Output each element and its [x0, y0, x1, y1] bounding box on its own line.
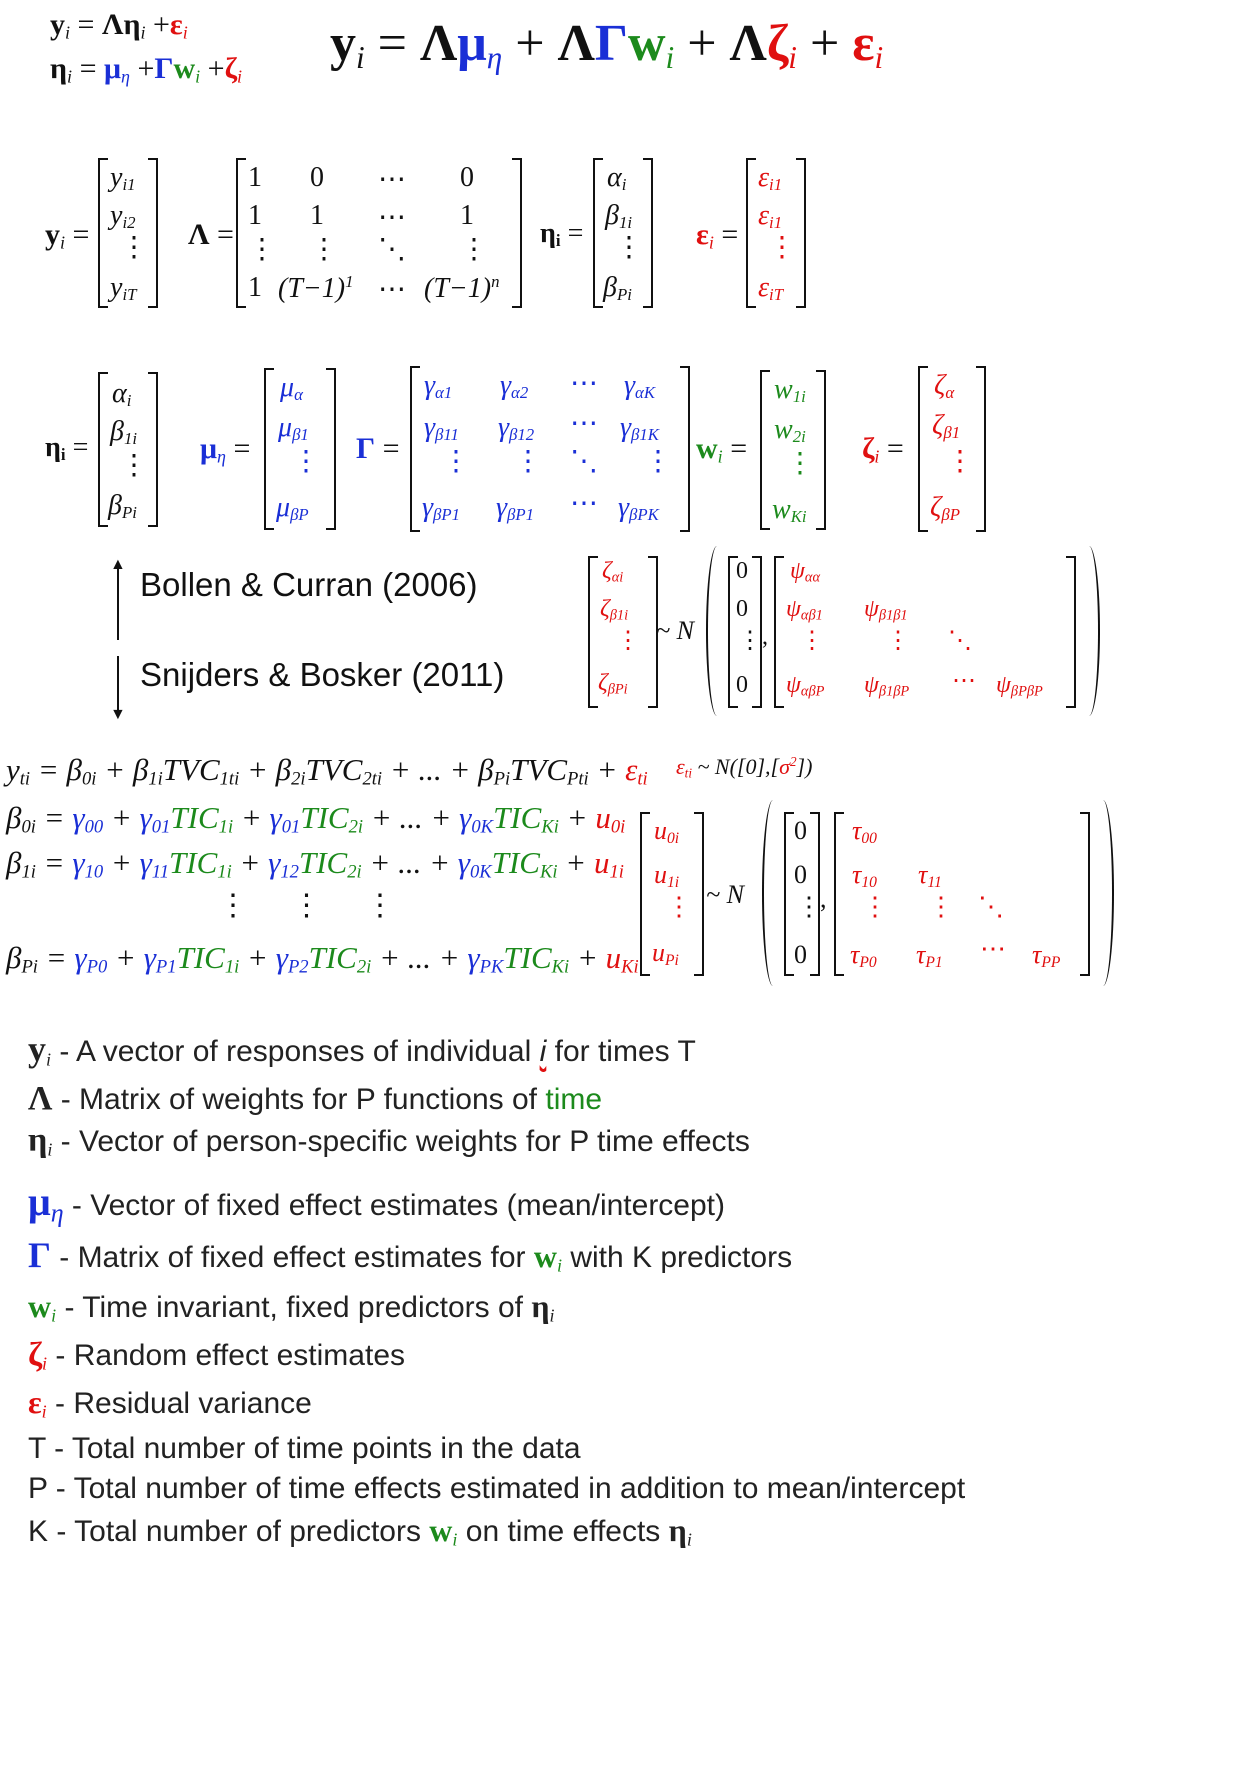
citation-bollen: Bollen & Curran (2006) — [140, 566, 478, 603]
matrix-gamma: $\gamma_{\alpha 1}$ $\gamma_{\alpha 2}$ ⋯ $\gamma_{\alpha K}$ $\gamma_{\beta 11}$ $\gamma_{\beta 12}$ ⋯ $\gamma_{\beta 1K}$ ⋮ ⋮ ⋱ ⋮ $\gamma_{\beta P1}$ $\gamma_{\beta P1}$ ⋯ $\gamma_{\beta PK}$ — [410, 366, 690, 532]
matrix-zero-1: 0 0 ⋮ 0 — [728, 556, 762, 708]
label-zeta: $\zeta_i$ = — [862, 432, 904, 467]
arrow-down-icon: ▼ — [110, 706, 126, 723]
legend-gamma: Γ - Matrix of fixed effect estimates for $w_i$ with K predictors — [28, 1235, 793, 1276]
level2-ellipsis: ⋮ ⋮ ⋮ — [218, 889, 413, 922]
matrix-tau: $\tau_{00}$ $\tau_{10}$ $\tau_{11}$ ⋮ ⋮ ⋱ $\tau_{P0}$ $\tau_{P1}$ ⋯ $\tau_{PP}$ — [834, 812, 1090, 976]
arrow-up-icon: ▲ — [110, 556, 126, 573]
paren-right-1 — [1078, 546, 1100, 716]
level1-equation: $y_{ti} = \beta_{0i} + \beta_{1i}TVC_{1ti} + \beta_{2i}TVC_{2ti}$ + ... + $\beta_{Pi}TVC_{Pti} + \varepsilon_{ti}$ — [6, 752, 648, 790]
legend-mu: $\mu_\eta$ - Vector of fixed effect estimates (mean/intercept) — [28, 1179, 725, 1228]
matrix-eta-2: $\alpha_i$ $\beta_{1i}$ ⋮ $\beta_{Pi}$ — [98, 372, 158, 527]
legend-w: $w_i$ - Time invariant, fixed predictors of $\eta_i$ — [28, 1288, 555, 1326]
legend-P: P - Total number of time effects estimated in addition to mean/intercept — [28, 1472, 966, 1505]
matrix-psi: $\psi_{\alpha\alpha}$ $\psi_{\alpha\beta 1}$ $\psi_{\beta 1\beta 1}$ ⋮ ⋮ ⋱ $\psi_{\alpha\beta P}$ $\psi_{\beta 1\beta P}$ ⋯ $\psi_{\beta P\beta P}$ — [774, 556, 1076, 708]
level2-equation-slope1: $\beta_{1i} = \gamma_{10} + \gamma_{11}TIC_{1i} + \gamma_{12}TIC_{2i}$ + ... + $\gamma_{0K}TIC_{Ki} + u_{1i}$ — [6, 845, 624, 883]
dist-symbol-2: ~ N — [706, 880, 744, 909]
matrix-zeta-dist: $\zeta_{\alpha i}$ $\zeta_{\beta 1i}$ ⋮ $\zeta_{\beta Pi}$ — [588, 556, 658, 708]
dist-symbol-1: ~ N — [656, 616, 694, 645]
matrix-u: $u_{0i}$ $u_{1i}$ ⋮ $u_{Pi}$ — [640, 812, 704, 976]
legend-epsilon: $\varepsilon_i$ - Residual variance — [28, 1384, 312, 1422]
arrow-down-line — [117, 656, 119, 712]
legend-eta: $\eta_i$ - Vector of person-specific weights for P time effects — [28, 1122, 750, 1160]
matrix-eta-1: $\alpha_i$ $\beta_{1i}$ ⋮ $\beta_{Pi}$ — [593, 158, 653, 308]
label-mu: $\mu_\eta$ = — [200, 432, 251, 467]
comma-2: , — [820, 884, 827, 913]
arrow-up-line — [117, 568, 119, 640]
equation-structural: $\eta_i = \mu_\eta +\Gamma w_i +\zeta_i$ — [50, 52, 242, 87]
label-eta-2: $\eta_i$ = — [45, 432, 89, 465]
matrix-lambda: 1 0 ⋯ 0 1 1 ⋯ 1 ⋮ ⋮ ⋱ ⋮ 1 $(T-1)^1$ ⋯ $(T-1)^n$ — [236, 158, 522, 308]
matrix-epsilon: $\varepsilon_{i1}$ $\varepsilon_{i1}$ ⋮ $\varepsilon_{iT}$ — [746, 158, 806, 308]
paren-left-1 — [706, 546, 728, 716]
legend-zeta: $\zeta_i$ - Random effect estimates — [28, 1336, 405, 1374]
label-eta-1: $\eta_i$ = — [540, 218, 584, 251]
legend-lambda: Λ - Matrix of weights for P functions of time — [28, 1080, 603, 1117]
matrix-w: $w_{1i}$ $w_{2i}$ ⋮ $w_{Ki}$ — [760, 370, 826, 530]
matrix-y: $y_{i1}$ $y_{i2}$ ⋮ $y_{iT}$ — [98, 158, 158, 308]
label-lambda: Λ = — [188, 218, 234, 251]
matrix-zero-2: 0 0 ⋮ 0 — [784, 812, 820, 976]
matrix-mu: $\mu_\alpha$ $\mu_{\beta 1}$ ⋮ $\mu_{\beta P}$ — [264, 368, 336, 530]
legend-K: K - Total number of predictors $w_i$ on time effects $\eta_i$ — [28, 1512, 692, 1550]
label-y-vector: $y_i$ = — [45, 218, 90, 253]
level2-equation-slopeP: $\beta_{Pi} = \gamma_{P0} + \gamma_{P1}TIC_{1i} + \gamma_{P2}TIC_{2i}$ + ... + $\gamma_{PK}TIC_{Ki} + u_{Ki}$ — [6, 940, 639, 978]
paren-left-2 — [762, 800, 784, 986]
label-gamma: Γ = — [356, 432, 400, 465]
residual-distribution: $\varepsilon_{ti}$ ~ $N([0],[\sigma^2])$ — [676, 754, 813, 781]
matrix-zeta: $\zeta_\alpha$ $\zeta_{\beta 1}$ ⋮ $\zeta_{\beta P}$ — [918, 366, 986, 532]
legend-T: T - Total number of time points in the data — [28, 1432, 581, 1465]
level2-equation-intercept: $\beta_{0i} = \gamma_{00} + \gamma_{01}TIC_{1i} + \gamma_{01}TIC_{2i}$ + ... + $\gamma_{0K}TIC_{Ki} + u_{0i}$ — [6, 800, 626, 838]
label-w: $w_i$ = — [696, 432, 748, 467]
label-epsilon: $\varepsilon_i$ = — [696, 218, 739, 253]
paren-right-2 — [1092, 800, 1114, 986]
equation-measurement: $y_i = \Lambda\eta_i +\varepsilon_i$ — [50, 8, 188, 43]
citation-snijders: Snijders & Bosker (2011) — [140, 656, 505, 693]
equation-reduced-form: $y_i = \Lambda\mu_\eta + \Lambda\Gamma w_i + \Lambda\zeta_i + \varepsilon_i$ — [330, 15, 884, 75]
comma-1: , — [762, 624, 768, 650]
legend-y: $y_i$ - A vector of responses of individual i for times T — [28, 1029, 696, 1070]
